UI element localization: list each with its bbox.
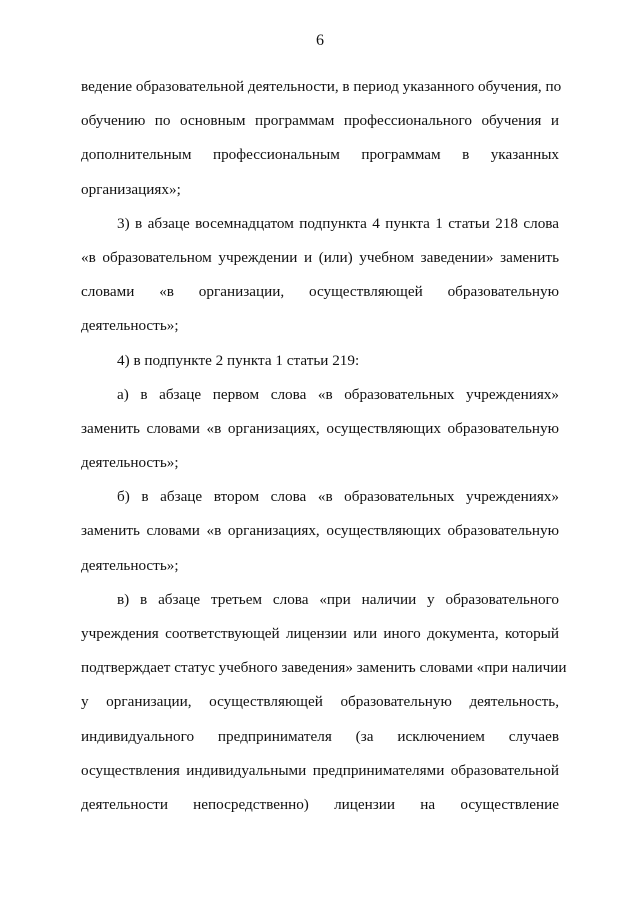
text-line: 3) в абзаце восемнадцатом подпункта 4 пункта 1 статьи 218 слова [117,214,559,232]
text-line: осуществления индивидуальными предпринимателями образовательной [81,761,559,779]
text-line: индивидуального предпринимателя (за исключением случаев [81,727,559,745]
text-line: деятельность»; [81,317,179,335]
text-line: подтверждает статус учебного заведения» заменить словами «при наличии [81,659,567,677]
document-body [81,70,567,822]
text-line: заменить словами «в организациях, осуществляющих образовательную [81,522,559,540]
page-number: 6 [316,32,324,49]
text-line: учреждения соответствующей лицензии или иного документа, который [81,625,559,642]
text-line: обучению по основным программам профессионального обучения и [81,112,559,130]
text-line: деятельность»; [81,556,179,574]
text-line: заменить словами «в организациях, осуществляющих образовательную [81,419,559,437]
text-line: а) в абзаце первом слова «в образовательных учреждениях» [117,385,559,403]
text-line: б) в абзаце втором слова «в образовательных учреждениях» [117,488,559,506]
text-line: «в образовательном учреждении и (или) учебном заведении» заменить [81,248,559,266]
text-line: 4) в подпункте 2 пункта 1 статьи 219: [117,351,360,369]
text-line: словами «в организации, осуществляющей образовательную [81,283,559,301]
text-line: у организации, осуществляющей образовательную деятельность, [81,693,559,711]
text-line: деятельности непосредственно) лицензии на осуществление [81,795,559,813]
text-line: организациях»; [81,180,181,198]
text-line: в) в абзаце третьем слова «при наличии у образовательного [117,590,559,608]
text-line: дополнительным профессиональным программам в указанных [81,146,559,164]
text-line: деятельность»; [81,454,179,472]
text-line: ведение образовательной деятельности, в период указанного обучения, по [81,78,562,95]
